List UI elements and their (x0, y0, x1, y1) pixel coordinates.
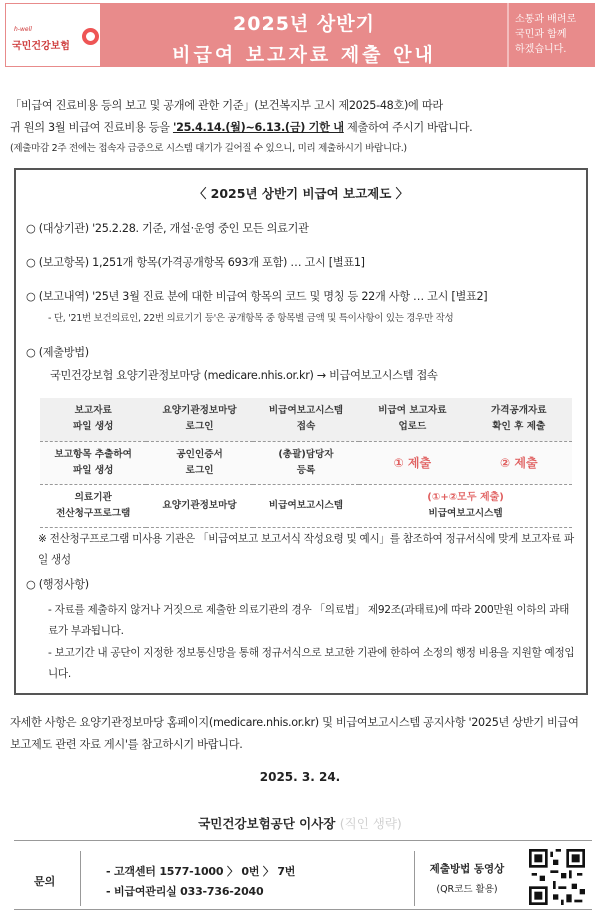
method-line: 국민건강보험 요양기관정보마당 (medicare.nhis.or.kr) → 비급여보고시스템 접속 (50, 369, 438, 382)
flow-cell: 요양기관정보마당 로그인 (146, 398, 252, 441)
section-target: ○ (대상기관) '25.2.28. 기준, 개설·운영 중인 모든 의료기관 (26, 222, 309, 235)
title-block (101, 3, 507, 67)
flow-row (40, 484, 572, 527)
intro-part1: 「비급여 진료비용 등의 보고 및 공개에 관한 기준」(보건복지부 고시 제2025-48호)에 따라 (10, 99, 443, 112)
box-title: 〈 2025년 상반기 비급여 보고제도 〉 (193, 186, 409, 201)
slogan (507, 3, 595, 67)
slogan-line2: 국민과 함께 (515, 29, 567, 40)
title-line2: 비급여 보고자료 제출 안내 (172, 44, 436, 66)
flow-cell: 비급여보고시스템 (253, 484, 359, 527)
divider (80, 851, 81, 906)
signature-line (0, 814, 600, 832)
footer-paragraph: 자세한 사항은 요양기관정보마당 홈페이지(medicare.nhis.or.kr) 및 비급여보고시스템 공지사항 '2025년 상반기 비급여 보고제도 관련 자료 게시'를 참고하시기 바랍니다. (10, 716, 579, 751)
flow-cell-both: (①+②모두 제출) 비급여보고시스템 (359, 484, 572, 527)
section-method: ○ (제출방법) (26, 346, 89, 359)
logo-circle-icon (82, 28, 99, 45)
nhis-logo (5, 3, 101, 67)
section-items: ○ (보고항목) 1,251개 항목(가격공개항목 693개 포함) … 고시 [별표1] (26, 256, 365, 269)
admin-item-2: - 보고기간 내 공단이 지정한 정보통신망을 통해 정규서식으로 보고한 기관에 한하여 소정의 행정 비용을 지원할 예정입니다. (48, 647, 575, 680)
logo-name: 국민건강보험 (12, 41, 70, 52)
flow-cell: 의료기관 전산청구프로그램 (40, 484, 146, 527)
admin-item-1: - 자료를 제출하지 않거나 거짓으로 제출한 의료기관의 경우 「의료법」 제92조(과태료)에 따라 200만원 이하의 과태료가 부과됩니다. (48, 604, 570, 637)
flow-row (40, 441, 572, 484)
contact-label: 문의 (34, 875, 56, 888)
flow-cell: 보고자료 파일 생성 (40, 398, 146, 441)
section-admin: ○ (행정사항) (26, 578, 89, 591)
flow-cell: 보고항목 추출하여 파일 생성 (40, 441, 146, 484)
flow-cell-submit-1: ① 제출 (359, 441, 465, 484)
submission-flow-table (40, 398, 572, 528)
section-content-sub: - 단, '21번 보건의료인, 22번 의료기기 등'은 공개항목 중 항목별 금액 및 특이사항이 있는 경우만 작성 (48, 313, 454, 324)
stamp-omitted: (직인 생략) (339, 816, 402, 831)
qr-code-icon[interactable] (529, 849, 585, 905)
report-system-box (14, 168, 588, 695)
flow-cell: 공인인증서 로그인 (146, 441, 252, 484)
intro-part3: 제출하여 주시기 바랍니다. (343, 121, 473, 134)
intro-paragraph (10, 95, 592, 139)
flow-cell: 요양기관정보마당 (146, 484, 252, 527)
signer: 국민건강보험공단 이사장 (198, 816, 336, 831)
contact-line-1: - 고객센터 1577-1000 〉 0번 〉 7번 (106, 865, 296, 878)
document-date: 2025. 3. 24. (259, 770, 341, 784)
title-line1: 2025년 상반기 (233, 13, 375, 35)
section-content: ○ (보고내역) '25년 3월 진료 분에 대한 비급여 항목의 코드 및 명칭 등 22개 사항 … 고시 [별표2] (26, 290, 488, 303)
contact-section (14, 840, 592, 910)
flow-cell: 비급여 보고자료 업로드 (359, 398, 465, 441)
slogan-line1: 소통과 배려로 (515, 14, 577, 25)
flow-cell: 가격공개자료 확인 후 제출 (466, 398, 572, 441)
video-sub: (QR코드 활용) (436, 884, 498, 895)
contact-line-2: - 비급여관리실 033-736-2040 (106, 885, 264, 898)
intro-part2: 귀 원의 3월 비급여 진료비용 등을 (10, 121, 173, 134)
video-label: 제출방법 동영상 (429, 863, 505, 875)
flow-row (40, 398, 572, 441)
slogan-line3: 하겠습니다. (515, 44, 567, 55)
intro-note: (제출마감 2주 전에는 접속자 급증으로 시스템 대기가 길어질 수 있으니, 미리 제출하시기 바랍니다.) (10, 143, 407, 154)
flow-cell: (총괄)담당자 등록 (253, 441, 359, 484)
divider (414, 851, 415, 906)
star-note: ※ 전산청구프로그램 미사용 기관은 「비급여보고 보고서식 작성요령 및 예시」를 참조하여 정규서식에 맞게 보고자료 파일 생성 (38, 533, 574, 566)
flow-cell: 비급여보고시스템 접속 (253, 398, 359, 441)
document-header (5, 3, 595, 67)
flow-cell-submit-2: ② 제출 (466, 441, 572, 484)
logo-tagline: h-well (14, 26, 32, 33)
intro-deadline: '25.4.14.(월)~6.13.(금) 기한 내 (172, 121, 344, 134)
